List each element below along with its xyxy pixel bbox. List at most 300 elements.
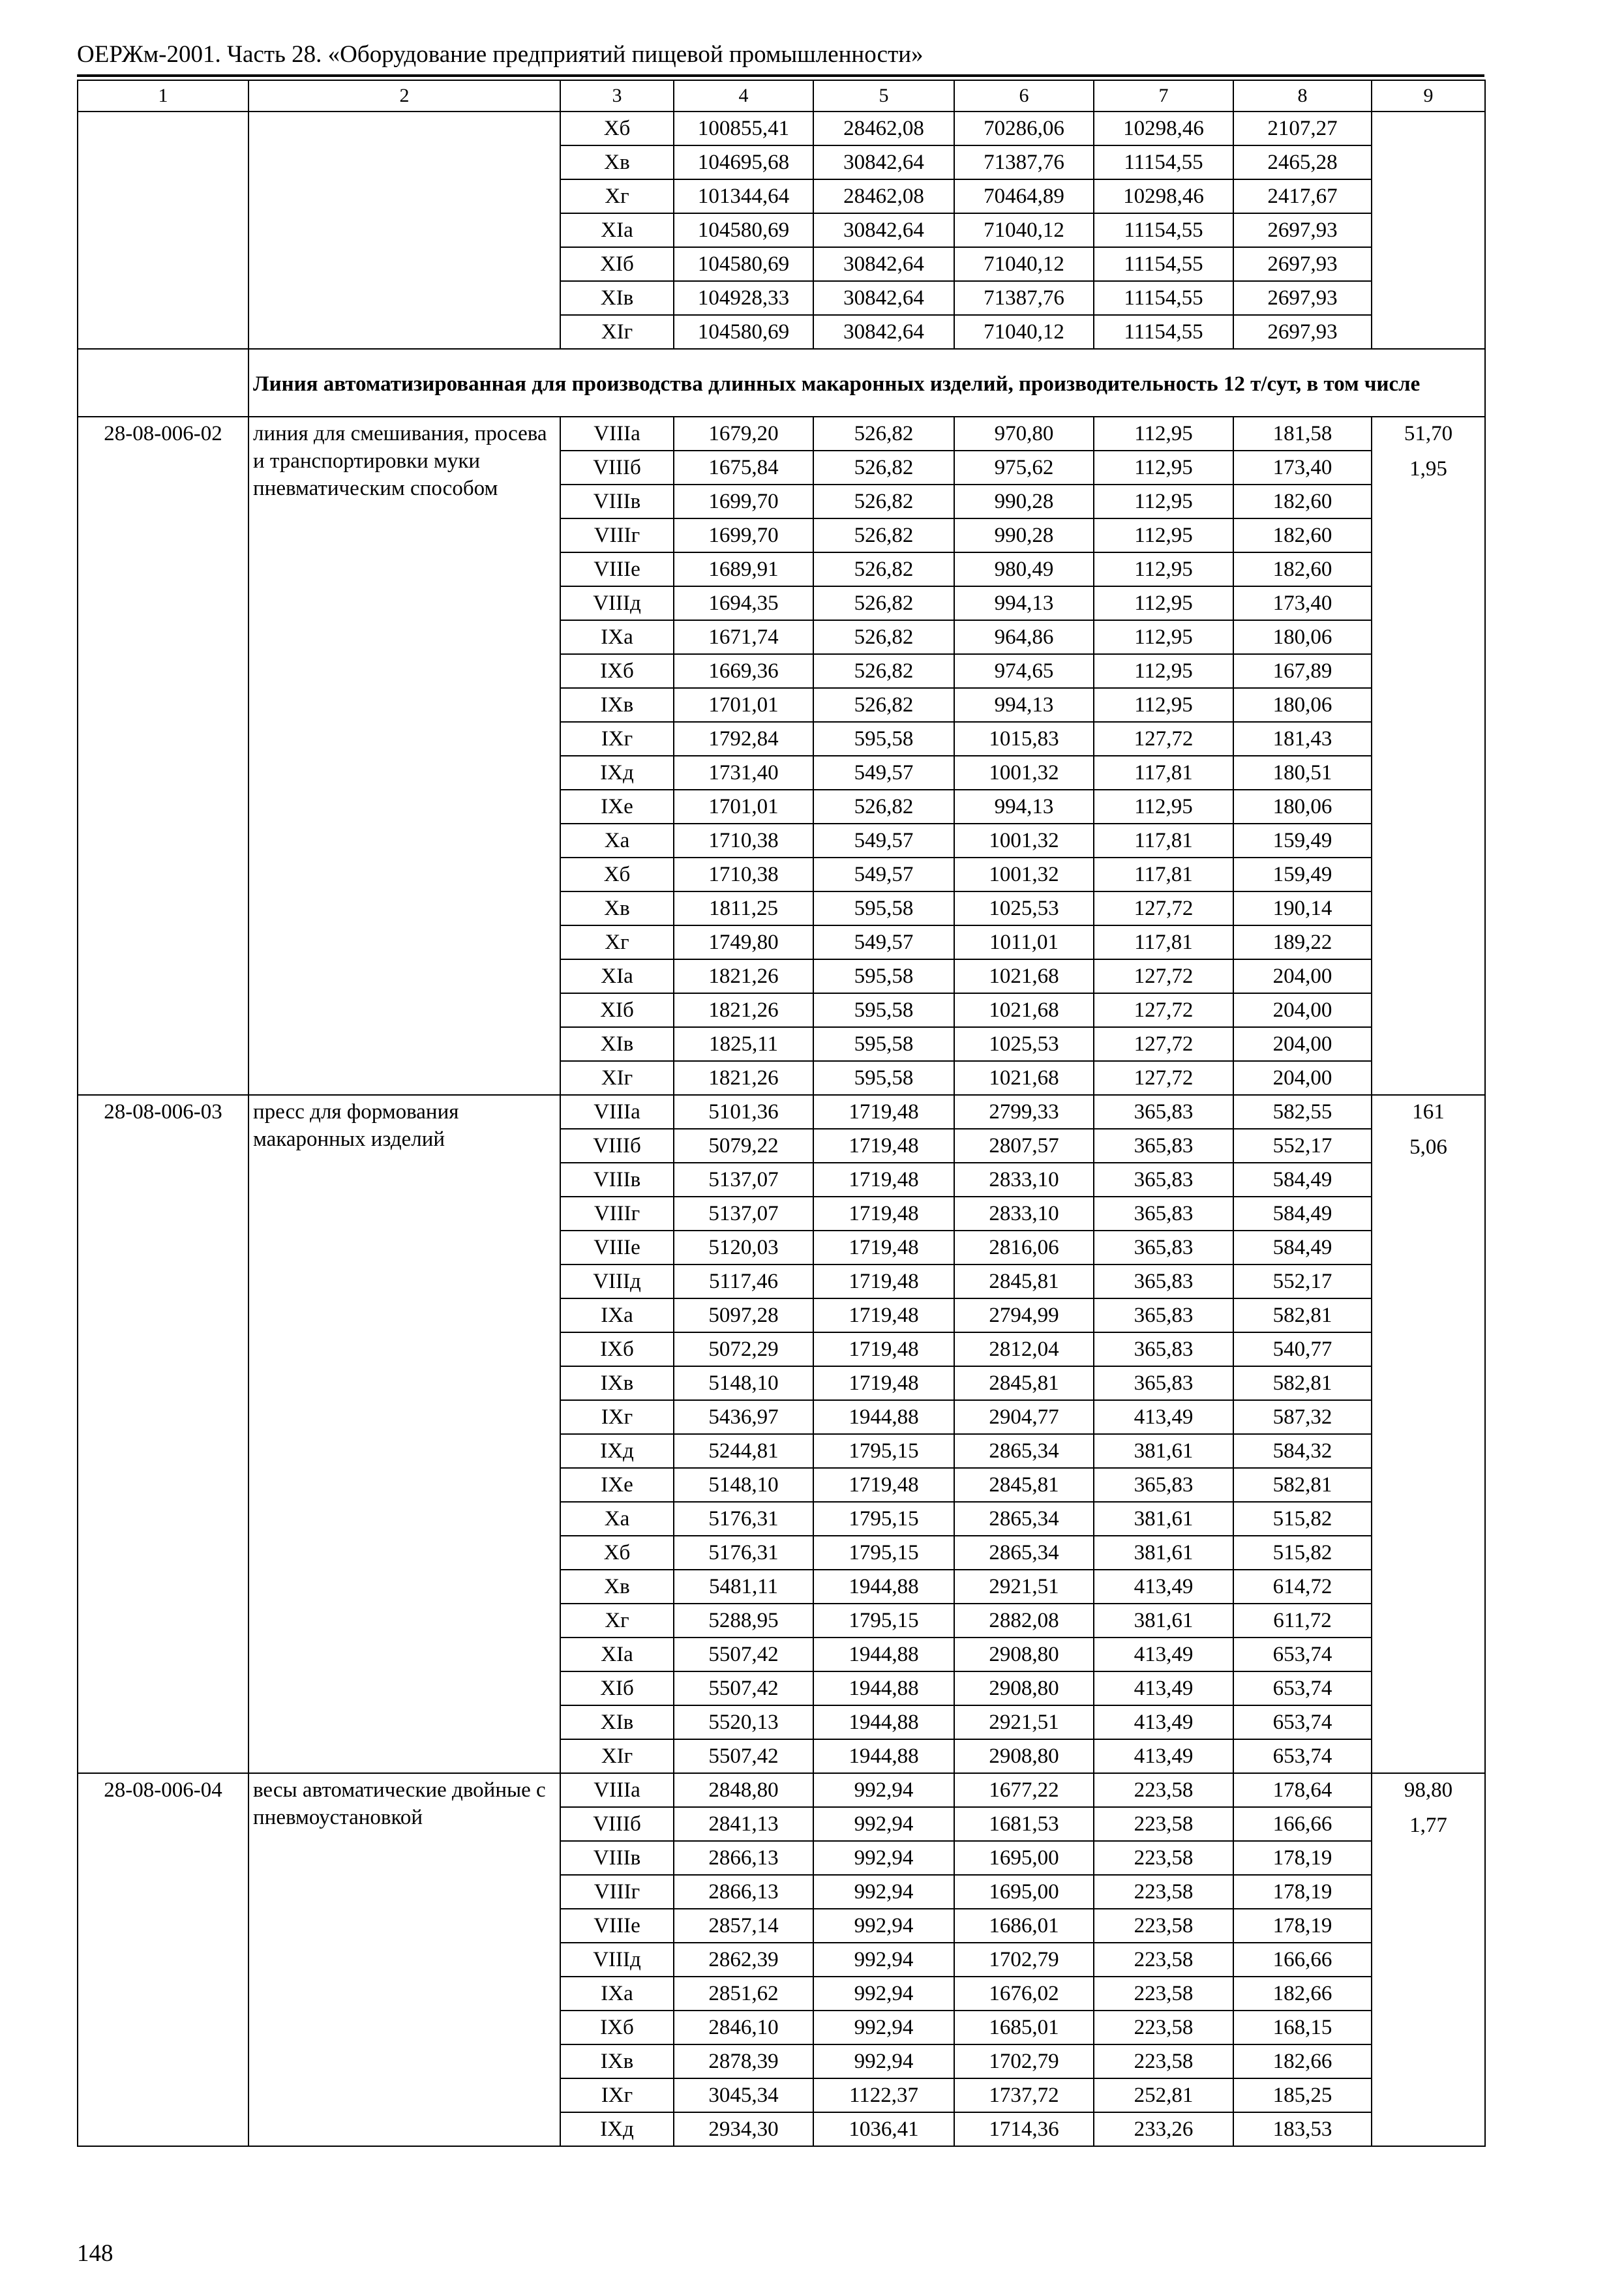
value-cell: 233,26 <box>1094 2112 1233 2146</box>
value-cell: 540,77 <box>1233 1332 1372 1366</box>
column-number: 3 <box>560 80 674 112</box>
value-cell: 104580,69 <box>674 247 813 281</box>
value-cell: 365,83 <box>1094 1163 1233 1197</box>
value-cell: VIIIб <box>560 1129 674 1163</box>
value-cell: 1719,48 <box>813 1163 954 1197</box>
value-cell: 413,49 <box>1094 1739 1233 1773</box>
value-cell: 5148,10 <box>674 1366 813 1400</box>
value-cell: XIг <box>560 1061 674 1095</box>
value-cell: 2107,27 <box>1233 112 1372 145</box>
value-cell: Xб <box>560 858 674 891</box>
value-cell: 1021,68 <box>954 1061 1094 1095</box>
value-cell: 1792,84 <box>674 722 813 756</box>
value-cell: 5137,07 <box>674 1163 813 1197</box>
value-cell: 365,83 <box>1094 1129 1233 1163</box>
value-cell: 5079,22 <box>674 1129 813 1163</box>
item-code: 28-08-006-04 <box>78 1773 248 2146</box>
value-cell: 2845,81 <box>954 1264 1094 1298</box>
value-cell: XIб <box>560 993 674 1027</box>
value-cell: 2799,33 <box>954 1095 1094 1129</box>
value-cell: 159,49 <box>1233 824 1372 858</box>
value-cell: VIIIе <box>560 1231 674 1264</box>
value-cell: 365,83 <box>1094 1095 1233 1129</box>
value-cell: 1795,15 <box>813 1604 954 1638</box>
value-cell: 1795,15 <box>813 1502 954 1536</box>
value-cell: VIIIд <box>560 1943 674 1977</box>
value-cell: 2865,34 <box>954 1434 1094 1468</box>
value-cell: 101344,64 <box>674 179 813 213</box>
value-cell: 1001,32 <box>954 824 1094 858</box>
value-cell: 127,72 <box>1094 993 1233 1027</box>
value-cell: 381,61 <box>1094 1502 1233 1536</box>
value-cell: 178,64 <box>1233 1773 1372 1807</box>
value-cell: VIIIв <box>560 485 674 518</box>
value-cell: 2417,67 <box>1233 179 1372 213</box>
value-cell: 1701,01 <box>674 790 813 824</box>
value-cell: 515,82 <box>1233 1536 1372 1570</box>
value-cell: VIIIе <box>560 552 674 586</box>
value-cell: XIа <box>560 213 674 247</box>
value-cell: 1695,00 <box>954 1875 1094 1909</box>
table-row <box>78 1095 1485 1129</box>
value-cell: 5101,36 <box>674 1095 813 1129</box>
value-cell: 1679,20 <box>674 417 813 451</box>
value-cell: VIIIг <box>560 518 674 552</box>
section-code-empty <box>78 349 248 417</box>
value-cell: 223,58 <box>1094 1841 1233 1875</box>
value-cell: 1731,40 <box>674 756 813 790</box>
value-cell: 2882,08 <box>954 1604 1094 1638</box>
value-cell: 204,00 <box>1233 993 1372 1027</box>
value-cell: Xв <box>560 145 674 179</box>
value-cell: 5176,31 <box>674 1536 813 1570</box>
column-number: 6 <box>954 80 1094 112</box>
value-cell: 365,83 <box>1094 1231 1233 1264</box>
value-cell: VIIIа <box>560 1095 674 1129</box>
value-cell: 582,81 <box>1233 1468 1372 1502</box>
value-cell: 159,49 <box>1233 858 1372 891</box>
value-cell: 595,58 <box>813 1027 954 1061</box>
running-header: ОЕРЖм-2001. Часть 28. «Оборудование предприятий пищевой промышленности» <box>77 41 924 68</box>
value-cell: 992,94 <box>813 2011 954 2044</box>
value-cell: 166,66 <box>1233 1807 1372 1841</box>
value-cell: 1944,88 <box>813 1400 954 1434</box>
value-cell: 1699,70 <box>674 518 813 552</box>
col9-value: 1,77 <box>1409 1814 1447 1837</box>
value-cell: 223,58 <box>1094 1909 1233 1943</box>
value-cell: 71387,76 <box>954 145 1094 179</box>
item-name: пресс для формования макаронных изделий <box>248 1095 560 1773</box>
value-cell: 2878,39 <box>674 2044 813 2078</box>
value-cell: 2904,77 <box>954 1400 1094 1434</box>
value-cell: 180,06 <box>1233 790 1372 824</box>
value-cell: 1825,11 <box>674 1027 813 1061</box>
value-cell: 180,06 <box>1233 688 1372 722</box>
value-cell: 1015,83 <box>954 722 1094 756</box>
value-cell: 70464,89 <box>954 179 1094 213</box>
value-cell: 2846,10 <box>674 2011 813 2044</box>
value-cell: 5481,11 <box>674 1570 813 1604</box>
table-body <box>78 80 1485 2146</box>
value-cell: 584,49 <box>1233 1231 1372 1264</box>
value-cell: 2865,34 <box>954 1502 1094 1536</box>
value-cell: 5097,28 <box>674 1298 813 1332</box>
value-cell: 5520,13 <box>674 1705 813 1739</box>
value-cell: 1821,26 <box>674 1061 813 1095</box>
value-cell: 413,49 <box>1094 1705 1233 1739</box>
value-cell: 30842,64 <box>813 315 954 349</box>
value-cell: 365,83 <box>1094 1197 1233 1231</box>
value-cell: 2921,51 <box>954 1570 1094 1604</box>
value-cell: 1689,91 <box>674 552 813 586</box>
value-cell: 381,61 <box>1094 1604 1233 1638</box>
value-cell: 1669,36 <box>674 654 813 688</box>
item-name: весы автоматические двойные с пневмоустановкой <box>248 1773 560 2146</box>
value-cell: 653,74 <box>1233 1638 1372 1671</box>
value-cell: 2841,13 <box>674 1807 813 1841</box>
value-cell: 112,95 <box>1094 451 1233 485</box>
value-cell: 526,82 <box>813 485 954 518</box>
value-cell: 5117,46 <box>674 1264 813 1298</box>
column-number: 4 <box>674 80 813 112</box>
value-cell: XIб <box>560 1671 674 1705</box>
value-cell: Xа <box>560 824 674 858</box>
value-cell: 167,89 <box>1233 654 1372 688</box>
section-row <box>78 349 1485 417</box>
value-cell: VIIIд <box>560 1264 674 1298</box>
value-cell: 992,94 <box>813 1875 954 1909</box>
column-number: 8 <box>1233 80 1372 112</box>
value-cell: 413,49 <box>1094 1570 1233 1604</box>
value-cell: 413,49 <box>1094 1671 1233 1705</box>
value-cell: 204,00 <box>1233 1061 1372 1095</box>
value-cell: 127,72 <box>1094 1027 1233 1061</box>
value-cell: 990,28 <box>954 518 1094 552</box>
value-cell: 2807,57 <box>954 1129 1094 1163</box>
value-cell: 112,95 <box>1094 552 1233 586</box>
value-cell: 1719,48 <box>813 1095 954 1129</box>
value-cell: 614,72 <box>1233 1570 1372 1604</box>
value-cell: 526,82 <box>813 790 954 824</box>
column-number: 5 <box>813 80 954 112</box>
value-cell: 526,82 <box>813 620 954 654</box>
value-cell: IXа <box>560 1977 674 2011</box>
value-cell: XIв <box>560 281 674 315</box>
item-col9 <box>1372 1095 1485 1773</box>
value-cell: 549,57 <box>813 858 954 891</box>
value-cell: 1821,26 <box>674 993 813 1027</box>
value-cell: 117,81 <box>1094 925 1233 959</box>
value-cell: 1795,15 <box>813 1536 954 1570</box>
value-cell: IXа <box>560 1298 674 1332</box>
value-cell: Xв <box>560 891 674 925</box>
value-cell: VIIIа <box>560 417 674 451</box>
value-cell: 1719,48 <box>813 1332 954 1366</box>
col9-value: 5,06 <box>1409 1135 1447 1159</box>
column-number: 1 <box>78 80 248 112</box>
value-cell: 71040,12 <box>954 315 1094 349</box>
value-cell: Xб <box>560 1536 674 1570</box>
value-cell: 28462,08 <box>813 112 954 145</box>
value-cell: 104695,68 <box>674 145 813 179</box>
section-title: Линия автоматизированная для производства длинных макаронных изделий, производительность 12 т/сут, в том числе <box>248 349 1485 417</box>
value-cell: 526,82 <box>813 688 954 722</box>
value-cell: 526,82 <box>813 586 954 620</box>
value-cell: 1036,41 <box>813 2112 954 2146</box>
value-cell: 11154,55 <box>1094 315 1233 349</box>
value-cell: 223,58 <box>1094 1875 1233 1909</box>
value-cell: 2845,81 <box>954 1468 1094 1502</box>
value-cell: 974,65 <box>954 654 1094 688</box>
col9-value: 161 <box>1412 1100 1445 1124</box>
value-cell: 182,60 <box>1233 518 1372 552</box>
value-cell: 1025,53 <box>954 1027 1094 1061</box>
column-number: 7 <box>1094 80 1233 112</box>
value-cell: 168,15 <box>1233 2011 1372 2044</box>
value-cell: 990,28 <box>954 485 1094 518</box>
value-cell: VIIIв <box>560 1841 674 1875</box>
value-cell: 28462,08 <box>813 179 954 213</box>
value-cell: 1025,53 <box>954 891 1094 925</box>
value-cell: 178,19 <box>1233 1875 1372 1909</box>
value-cell: 2908,80 <box>954 1739 1094 1773</box>
value-cell: 71387,76 <box>954 281 1094 315</box>
value-cell: 11154,55 <box>1094 213 1233 247</box>
value-cell: 182,66 <box>1233 2044 1372 2078</box>
value-cell: 11154,55 <box>1094 281 1233 315</box>
value-cell: 5507,42 <box>674 1638 813 1671</box>
value-cell: 223,58 <box>1094 1773 1233 1807</box>
value-cell: 182,60 <box>1233 485 1372 518</box>
value-cell: 970,80 <box>954 417 1094 451</box>
value-cell: 2794,99 <box>954 1298 1094 1332</box>
value-cell: VIIIа <box>560 1773 674 1807</box>
value-cell: IXг <box>560 2078 674 2112</box>
value-cell: 1122,37 <box>813 2078 954 2112</box>
value-cell: Xг <box>560 1604 674 1638</box>
value-cell: 1676,02 <box>954 1977 1094 2011</box>
value-cell: 5120,03 <box>674 1231 813 1264</box>
value-cell: 70286,06 <box>954 112 1094 145</box>
value-cell: 552,17 <box>1233 1264 1372 1298</box>
value-cell: 182,60 <box>1233 552 1372 586</box>
value-cell: VIIIг <box>560 1875 674 1909</box>
value-cell: 2851,62 <box>674 1977 813 2011</box>
value-cell: 1737,72 <box>954 2078 1094 2112</box>
value-cell: 975,62 <box>954 451 1094 485</box>
value-cell: 1011,01 <box>954 925 1094 959</box>
value-cell: 595,58 <box>813 1061 954 1095</box>
value-cell: 1675,84 <box>674 451 813 485</box>
value-cell: 1811,25 <box>674 891 813 925</box>
value-cell: 584,49 <box>1233 1163 1372 1197</box>
value-cell: 1001,32 <box>954 858 1094 891</box>
value-cell: Xа <box>560 1502 674 1536</box>
value-cell: 117,81 <box>1094 824 1233 858</box>
value-cell: 112,95 <box>1094 654 1233 688</box>
value-cell: 1677,22 <box>954 1773 1094 1807</box>
value-cell: IXв <box>560 688 674 722</box>
value-cell: 1944,88 <box>813 1739 954 1773</box>
value-cell: 980,49 <box>954 552 1094 586</box>
item-code: 28-08-006-03 <box>78 1095 248 1773</box>
value-cell: 992,94 <box>813 1977 954 2011</box>
value-cell: 178,19 <box>1233 1909 1372 1943</box>
value-cell: 365,83 <box>1094 1366 1233 1400</box>
value-cell: 994,13 <box>954 586 1094 620</box>
col9-value: 1,95 <box>1409 457 1447 481</box>
value-cell: 1719,48 <box>813 1129 954 1163</box>
value-cell: 587,32 <box>1233 1400 1372 1434</box>
value-cell: IXг <box>560 722 674 756</box>
value-cell: 5176,31 <box>674 1502 813 1536</box>
value-cell: 5148,10 <box>674 1468 813 1502</box>
value-cell: 1944,88 <box>813 1570 954 1604</box>
value-cell: 30842,64 <box>813 281 954 315</box>
value-cell: 252,81 <box>1094 2078 1233 2112</box>
code-cell-empty <box>78 112 248 349</box>
value-cell: 1001,32 <box>954 756 1094 790</box>
value-cell: 2812,04 <box>954 1332 1094 1366</box>
value-cell: 2848,80 <box>674 1773 813 1807</box>
value-cell: 584,32 <box>1233 1434 1372 1468</box>
value-cell: 1681,53 <box>954 1807 1094 1841</box>
value-cell: IXб <box>560 1332 674 1366</box>
item-col9 <box>1372 417 1485 1095</box>
value-cell: 992,94 <box>813 1807 954 1841</box>
header-rule <box>77 74 1484 77</box>
value-cell: VIIIв <box>560 1163 674 1197</box>
value-cell: 2833,10 <box>954 1197 1094 1231</box>
value-cell: 1671,74 <box>674 620 813 654</box>
value-cell: 1021,68 <box>954 993 1094 1027</box>
value-cell: 611,72 <box>1233 1604 1372 1638</box>
value-cell: 1719,48 <box>813 1264 954 1298</box>
value-cell: XIв <box>560 1027 674 1061</box>
value-cell: 992,94 <box>813 1773 954 1807</box>
value-cell: 549,57 <box>813 756 954 790</box>
table-row <box>78 112 1485 145</box>
value-cell: 181,58 <box>1233 417 1372 451</box>
value-cell: 653,74 <box>1233 1739 1372 1773</box>
value-cell: 30842,64 <box>813 213 954 247</box>
value-cell: 1714,36 <box>954 2112 1094 2146</box>
value-cell: 178,19 <box>1233 1841 1372 1875</box>
value-cell: 2862,39 <box>674 1943 813 1977</box>
value-cell: XIг <box>560 315 674 349</box>
value-cell: 2866,13 <box>674 1875 813 1909</box>
value-cell: 2934,30 <box>674 2112 813 2146</box>
value-cell: 653,74 <box>1233 1671 1372 1705</box>
value-cell: VIIIб <box>560 1807 674 1841</box>
value-cell: 2833,10 <box>954 1163 1094 1197</box>
value-cell: 2697,93 <box>1233 281 1372 315</box>
value-cell: XIг <box>560 1739 674 1773</box>
value-cell: IXб <box>560 654 674 688</box>
value-cell: 526,82 <box>813 518 954 552</box>
value-cell: 30842,64 <box>813 145 954 179</box>
value-cell: 595,58 <box>813 993 954 1027</box>
value-cell: 595,58 <box>813 722 954 756</box>
value-cell: VIIIб <box>560 451 674 485</box>
value-cell: 117,81 <box>1094 756 1233 790</box>
value-cell: 180,06 <box>1233 620 1372 654</box>
value-cell: XIб <box>560 247 674 281</box>
value-cell: IXе <box>560 790 674 824</box>
value-cell: 127,72 <box>1094 722 1233 756</box>
value-cell: 1699,70 <box>674 485 813 518</box>
value-cell: 595,58 <box>813 959 954 993</box>
value-cell: 1719,48 <box>813 1468 954 1502</box>
value-cell: 992,94 <box>813 2044 954 2078</box>
item-name: линия для смешивания, просева и транспортировки муки пневматическим способом <box>248 417 560 1095</box>
value-cell: 1719,48 <box>813 1197 954 1231</box>
extra-cell-empty <box>1372 112 1485 349</box>
value-cell: 100855,41 <box>674 112 813 145</box>
item-col9 <box>1372 1773 1485 2146</box>
value-cell: 1719,48 <box>813 1366 954 1400</box>
col9-value: 98,80 <box>1404 1778 1453 1802</box>
value-cell: 127,72 <box>1094 1061 1233 1095</box>
value-cell: IXд <box>560 2112 674 2146</box>
value-cell: 11154,55 <box>1094 247 1233 281</box>
value-cell: IXв <box>560 1366 674 1400</box>
value-cell: XIа <box>560 959 674 993</box>
value-cell: IXб <box>560 2011 674 2044</box>
value-cell: 582,55 <box>1233 1095 1372 1129</box>
item-code: 28-08-006-02 <box>78 417 248 1095</box>
value-cell: 413,49 <box>1094 1638 1233 1671</box>
value-cell: 104580,69 <box>674 315 813 349</box>
value-cell: 994,13 <box>954 790 1094 824</box>
value-cell: 223,58 <box>1094 2011 1233 2044</box>
value-cell: 1021,68 <box>954 959 1094 993</box>
value-cell: XIв <box>560 1705 674 1739</box>
value-cell: 365,83 <box>1094 1332 1233 1366</box>
value-cell: 189,22 <box>1233 925 1372 959</box>
value-cell: VIIIе <box>560 1909 674 1943</box>
value-cell: 30842,64 <box>813 247 954 281</box>
value-cell: 223,58 <box>1094 1943 1233 1977</box>
value-cell: 964,86 <box>954 620 1094 654</box>
value-cell: 166,66 <box>1233 1943 1372 1977</box>
value-cell: 1701,01 <box>674 688 813 722</box>
value-cell: 1944,88 <box>813 1638 954 1671</box>
value-cell: 204,00 <box>1233 1027 1372 1061</box>
value-cell: 1702,79 <box>954 1943 1094 1977</box>
value-cell: 1685,01 <box>954 2011 1094 2044</box>
value-cell: 5244,81 <box>674 1434 813 1468</box>
value-cell: 994,13 <box>954 688 1094 722</box>
value-cell: 112,95 <box>1094 586 1233 620</box>
value-cell: IXд <box>560 756 674 790</box>
value-cell: 2465,28 <box>1233 145 1372 179</box>
value-cell: 71040,12 <box>954 247 1094 281</box>
value-cell: 2908,80 <box>954 1671 1094 1705</box>
value-cell: 1710,38 <box>674 824 813 858</box>
value-cell: 112,95 <box>1094 620 1233 654</box>
value-cell: 526,82 <box>813 451 954 485</box>
value-cell: 5436,97 <box>674 1400 813 1434</box>
value-cell: 11154,55 <box>1094 145 1233 179</box>
column-number-row <box>78 80 1485 112</box>
value-cell: 2816,06 <box>954 1231 1094 1264</box>
value-cell: 2697,93 <box>1233 213 1372 247</box>
column-number: 9 <box>1372 80 1485 112</box>
value-cell: 2857,14 <box>674 1909 813 1943</box>
value-cell: 515,82 <box>1233 1502 1372 1536</box>
value-cell: Xв <box>560 1570 674 1604</box>
